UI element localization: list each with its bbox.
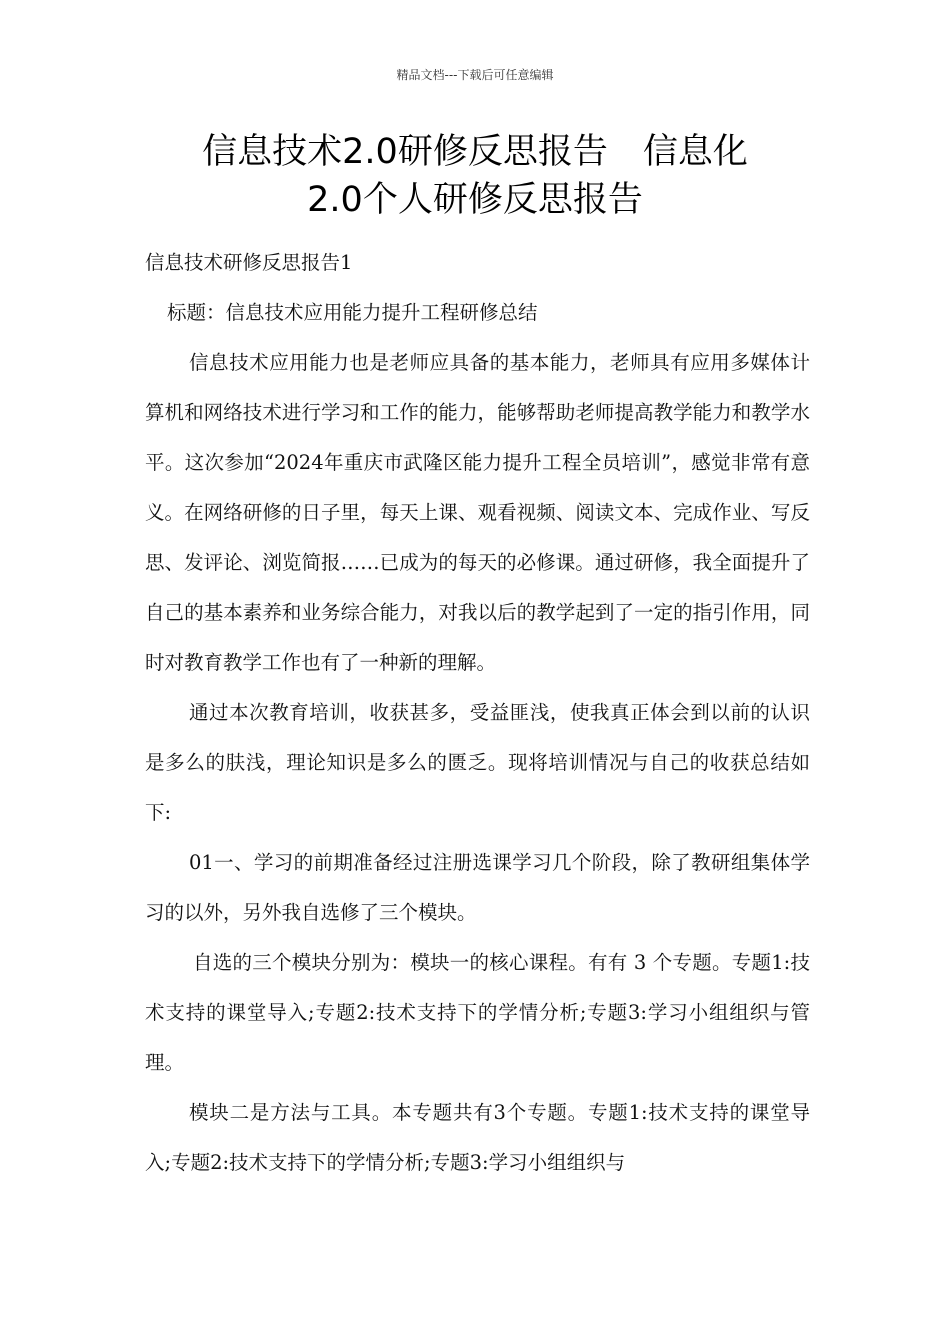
paragraph-4: 自选的三个模块分别为：模块一的核心课程。有有 3 个专题。专题1:技术支持的课堂导入;专题2:技术支持下的学情分析;专题3:学习小组组织与管理。 xyxy=(145,951,810,1074)
document-title xyxy=(120,128,830,224)
page-header: 精品文档---下载后可任意编辑 xyxy=(396,68,554,82)
paragraph-1: 信息技术应用能力也是老师应具备的基本能力，老师具有应用多媒体计算机和网络技术进行学习和工作的能力，能够帮助老师提高教学能力和教学水平。这次参加“2024年重庆市武隆区能力提升工程全员培训”，感觉非常有意义。在网络研修的日子里，每天上课、观看视频、阅读文本、完成作业、写反思、发评论、浏览简报……已成为的每天的必修课。通过研修，我全面提升了自己的基本素养和业务综合能力，对我以后的教学起到了一定的指引作用，同时对教育教学工作也有了一种新的理解。 xyxy=(145,351,810,674)
title-line-2: 2.0个人研修反思报告 xyxy=(307,180,643,220)
section-heading: 信息技术研修反思报告1 xyxy=(145,251,353,274)
document-body xyxy=(145,238,810,1188)
paragraph-2: 通过本次教育培训，收获甚多，受益匪浅，使我真正体会到以前的认识是多么的肤浅，理论知识是多么的匮乏。现将培训情况与自己的收获总结如下: xyxy=(145,701,810,824)
subtitle: 标题：信息技术应用能力提升工程研修总结 xyxy=(167,301,538,324)
title-line-1: 信息技术2.0研修反思报告 信息化 xyxy=(202,132,748,172)
paragraph-3: 01一、学习的前期准备经过注册选课学习几个阶段，除了教研组集体学习的以外，另外我自选修了三个模块。 xyxy=(145,851,810,924)
paragraph-5: 模块二是方法与工具。本专题共有3个专题。专题1:技术支持的课堂导入;专题2:技术支持下的学情分析;专题3:学习小组组织与 xyxy=(145,1101,810,1174)
